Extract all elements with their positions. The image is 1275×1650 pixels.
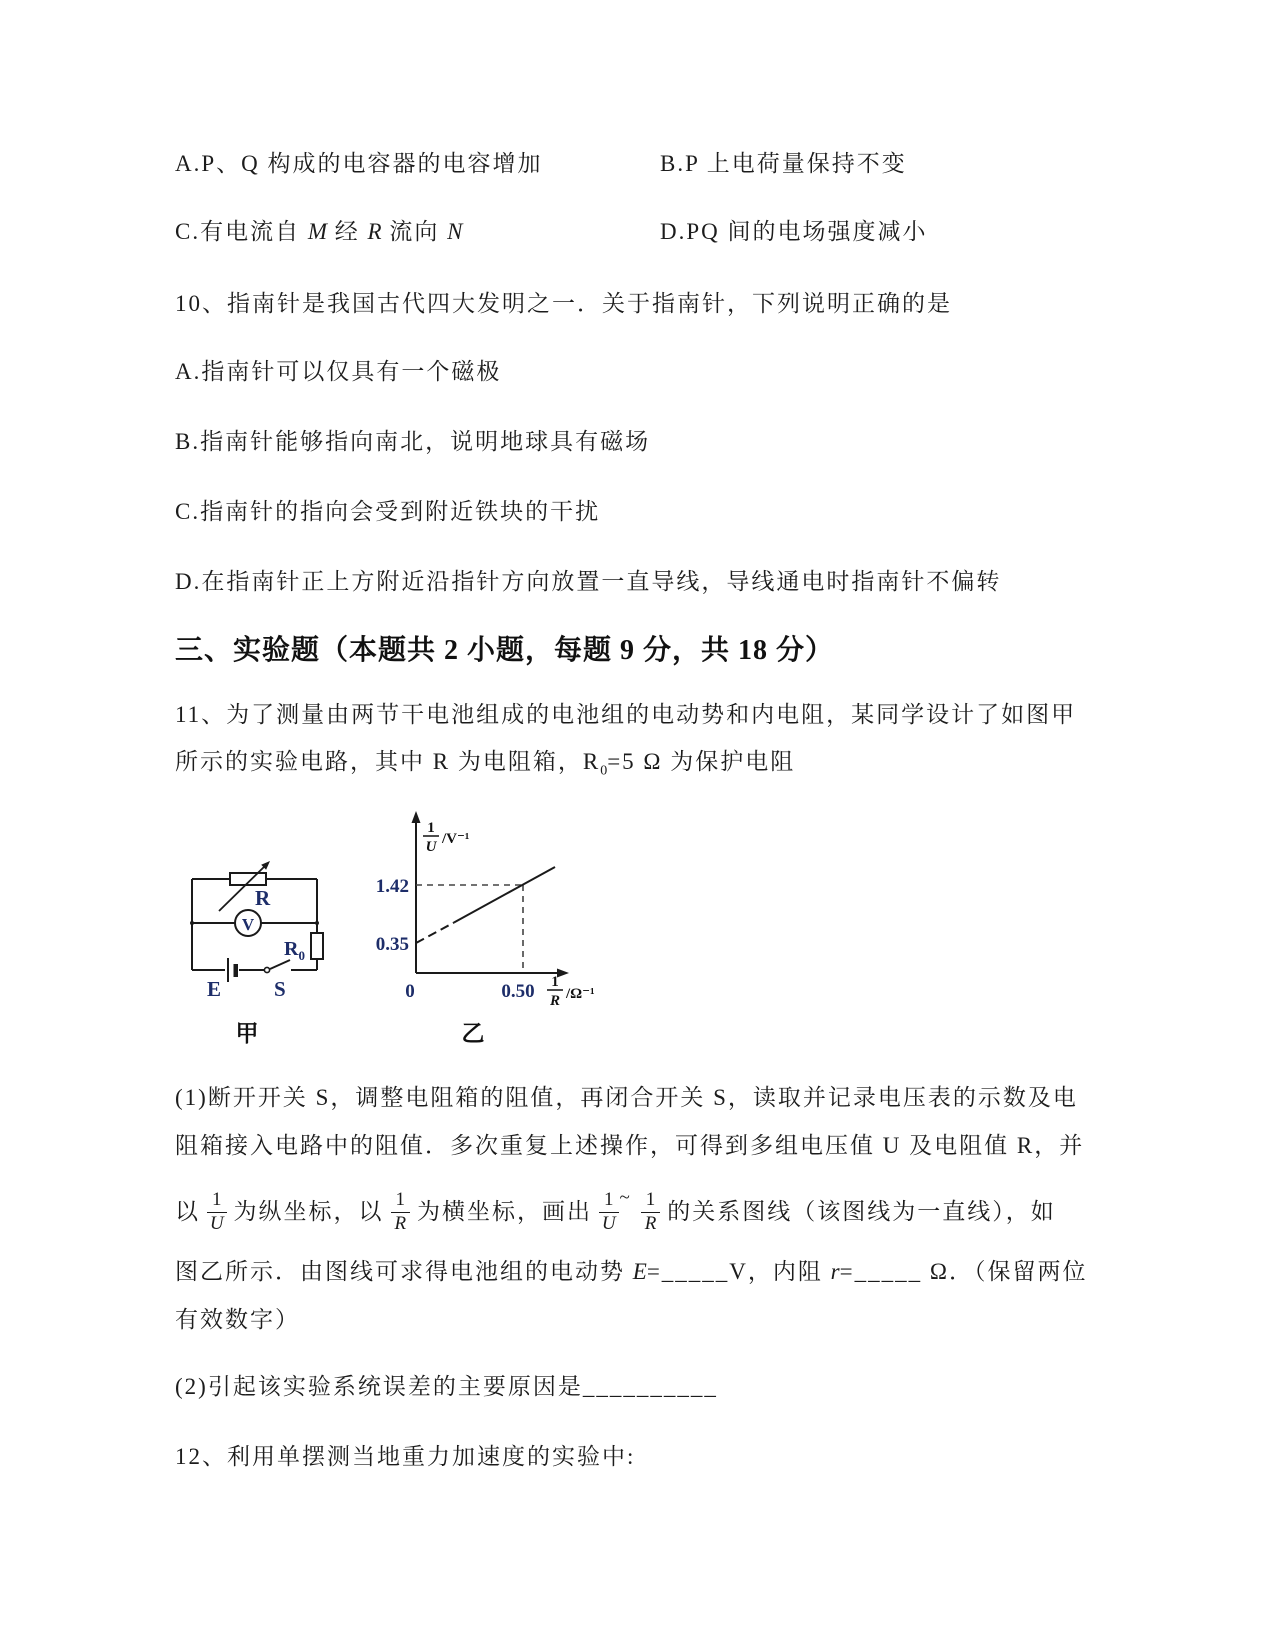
option-9a: A.P、Q 构成的电容器的电容增加: [175, 151, 543, 176]
fraction-denominator: U: [601, 1212, 616, 1234]
svg-text:1: 1: [427, 820, 435, 836]
fraction-numerator: 1: [599, 1190, 619, 1213]
option-9c-text: C.有电流自: [175, 219, 308, 244]
svg-text:/V⁻¹: /V⁻¹: [442, 831, 470, 847]
tilde-separator: ~: [619, 1187, 632, 1208]
r0-subscript: 0: [600, 763, 608, 779]
emf-blank: =_____: [646, 1259, 730, 1284]
tick-1-42: 1.42: [375, 876, 409, 897]
option-9c-mid2: 流向: [381, 219, 448, 244]
option-10a: A.指南针可以仅具有一个磁极: [175, 359, 502, 384]
option-9c-mid1: 经: [327, 219, 368, 244]
y-axis-label: [423, 820, 469, 855]
label-e: E: [207, 977, 222, 1001]
svg-text:R: R: [549, 993, 561, 1009]
line3-pre: 以: [175, 1199, 200, 1224]
fraction-denominator: R: [394, 1212, 407, 1234]
fraction-1-over-u-2: [599, 1190, 619, 1235]
question-11-line2-pre: 所示的实验电路，其中 R 为电阻箱，R: [175, 749, 601, 774]
fraction-numerator: 1: [391, 1190, 411, 1213]
switch-lever: [270, 960, 290, 969]
caption-yi: 乙: [461, 1021, 485, 1046]
question-11-line1: 11、为了测量由两节干电池组成的电池组的电动势和内电阻，某同学设计了如图甲: [175, 702, 1077, 727]
y-axis-arrowhead: [412, 811, 421, 823]
caption-jia: 甲: [235, 1021, 259, 1046]
tick-0-35: 0.35: [375, 934, 409, 955]
battery-short-plate: [234, 964, 239, 977]
label-r: R: [255, 886, 271, 910]
svg-text:U: U: [425, 839, 437, 855]
q11-part2-line: (2)引起该实验系统误差的主要原因是__________: [175, 1374, 718, 1399]
tick-0-50: 0.50: [501, 981, 535, 1002]
fraction-numerator: 1: [207, 1190, 227, 1213]
junction-dot-left: [190, 921, 194, 925]
line4-pre: 图乙所示．由图线可求得电池组的电动势: [175, 1259, 633, 1284]
x-axis-arrowhead: [557, 969, 569, 978]
variable-r: R: [367, 219, 382, 244]
question-11-line2-post: =5 Ω 为保护电阻: [607, 749, 796, 774]
option-9b: B.P 上电荷量保持不变: [660, 151, 907, 176]
line4-post: Ω．（保留两位: [922, 1259, 1088, 1284]
figure-svg: [173, 783, 618, 1048]
line3-post: 的关系图线（该图线为一直线），如: [667, 1199, 1056, 1224]
line4-mid: V，内阻: [729, 1259, 831, 1284]
q11-part1-line1: (1)断开开关 S，调整电阻箱的阻值，再闭合开关 S，读取并记录电压表的示数及电: [175, 1085, 1078, 1110]
tick-0: 0: [405, 981, 415, 1002]
variable-internal-resistance: r: [830, 1259, 840, 1284]
resistance-blank: =_____: [839, 1259, 923, 1284]
fraction-1-over-u: [207, 1190, 227, 1235]
line3-mid1: 为纵坐标，以: [233, 1199, 384, 1224]
label-s: S: [274, 977, 286, 1001]
junction-dot-right: [315, 921, 319, 925]
x-axis-label: [547, 974, 595, 1009]
question-11-line2: [175, 747, 795, 787]
plot-line-dashed-segment: [416, 923, 454, 944]
fraction-1-over-r: [391, 1190, 411, 1235]
variable-n: N: [447, 219, 463, 244]
question-10-stem: 10、指南针是我国古代四大发明之一．关于指南针，下列说明正确的是: [175, 291, 952, 316]
svg-text:1: 1: [551, 974, 559, 990]
fraction-1-over-r-2: [641, 1190, 661, 1235]
svg-text:/Ω⁻¹: /Ω⁻¹: [566, 986, 595, 1002]
fraction-denominator: U: [209, 1212, 224, 1234]
q11-part1-line2: 阻箱接入电路中的阻值．多次重复上述操作，可得到多组电压值 U 及电阻值 R，并: [175, 1133, 1085, 1158]
q11-part1-line4: [175, 1257, 1087, 1287]
option-10b: B.指南针能够指向南北，说明地球具有磁场: [175, 429, 651, 454]
fraction-denominator: R: [644, 1212, 657, 1234]
section-3-heading: 三、实验题（本题共 2 小题，每题 9 分，共 18 分）: [175, 635, 835, 666]
fraction-numerator: 1: [641, 1190, 661, 1213]
resistor-r0: [311, 933, 323, 959]
variable-emf: E: [632, 1259, 647, 1284]
plot-line-solid-segment: [454, 867, 555, 923]
q11-part1-line5: 有效数字）: [175, 1307, 300, 1332]
label-r0: $R_0$: [284, 938, 305, 963]
switch-pivot: [264, 967, 269, 972]
option-9c: [175, 217, 462, 247]
option-9d: D.PQ 间的电场强度减小: [660, 219, 928, 244]
question-12-stem: 12、利用单摆测当地重力加速度的实验中:: [175, 1444, 636, 1469]
option-10c: C.指南针的指向会受到附近铁块的干扰: [175, 499, 601, 524]
voltmeter-label: V: [241, 915, 255, 934]
option-10d: D.在指南针正上方附近沿指针方向放置一直导线，导线通电时指南针不偏转: [175, 569, 1002, 594]
figure-q11: [173, 783, 618, 1053]
q11-part1-line3: [175, 1181, 1056, 1243]
line3-mid2: 为横坐标，画出: [417, 1199, 592, 1224]
graph-axes: [416, 819, 563, 973]
variable-m: M: [307, 219, 328, 244]
